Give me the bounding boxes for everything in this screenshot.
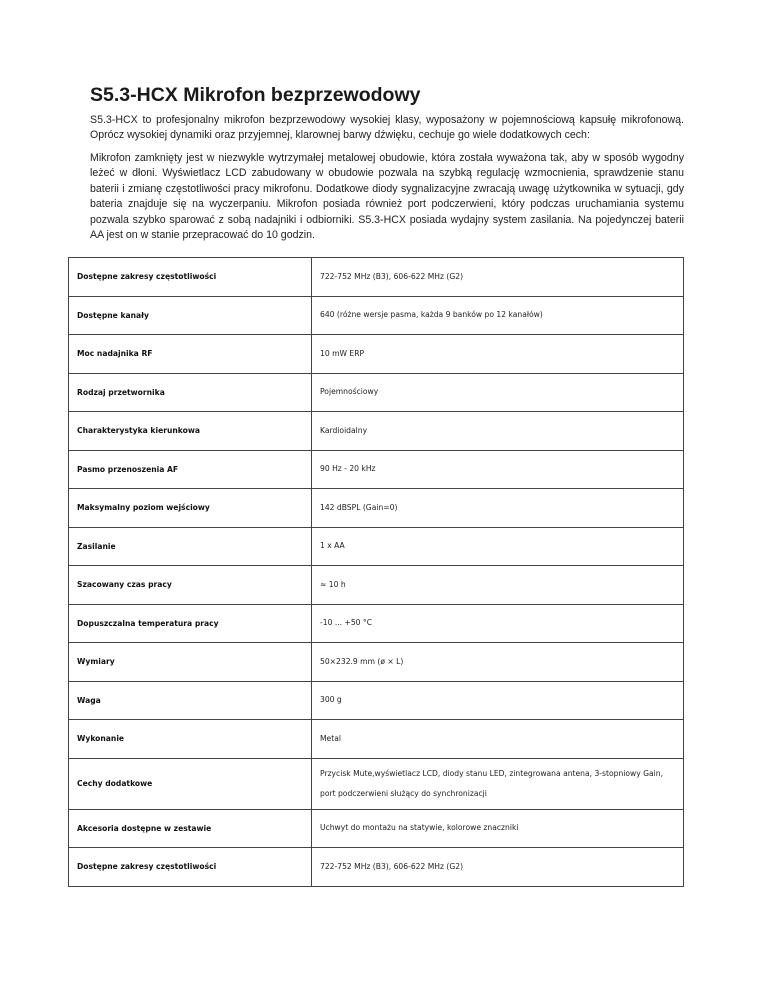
table-row [69,809,684,848]
spec-value: 722-752 MHz (B3), 606-622 MHz (G2) [312,848,684,887]
spec-value: 300 g [312,681,684,720]
table-row [69,566,684,605]
spec-value: Kardioidalny [312,412,684,451]
spec-value: 50×232.9 mm (ø × L) [312,643,684,682]
spec-label: Rodzaj przetwornika [69,373,312,412]
spec-label: Dostępne zakresy częstotliwości [69,848,312,887]
table-row [69,527,684,566]
table-row [69,450,684,489]
spec-label: Pasmo przenoszenia AF [69,450,312,489]
document-title: S5.3-HCX Mikrofon bezprzewodowy [90,84,421,106]
table-row [69,258,684,297]
spec-value: 10 mW ERP [312,335,684,374]
spec-value: ≈ 10 h [312,566,684,605]
intro-paragraph: S5.3-HCX to profesjonalny mikrofon bezprzewodowy wysokiej klasy, wyposażony w pojemnościową kapsułę mikrofonową. Oprócz wysokiej dynamiki oraz przyjemnej, klarownej barwy dźwięku, cechuje go wiele dodatkowych cech: [90,114,684,142]
spec-value: -10 ... +50 °C [312,604,684,643]
table-row [69,848,684,887]
table-row [69,296,684,335]
table-row [69,681,684,720]
spec-label: Wykonanie [69,720,312,759]
spec-label: Dostępne zakresy częstotliwości [69,258,312,297]
spec-label: Szacowany czas pracy [69,566,312,605]
spec-label: Waga [69,681,312,720]
table-row [69,489,684,528]
spec-label: Maksymalny poziom wejściowy [69,489,312,528]
table-row [69,604,684,643]
spec-value: 722-752 MHz (B3), 606-622 MHz (G2) [312,258,684,297]
spec-value: 142 dBSPL (Gain=0) [312,489,684,528]
spec-label: Moc nadajnika RF [69,335,312,374]
spec-label: Dopuszczalna temperatura pracy [69,604,312,643]
spec-value: Pojemnościowy [312,373,684,412]
table-row [69,643,684,682]
spec-value: 640 (różne wersje pasma, każda 9 banków po 12 kanałów) [312,296,684,335]
spec-value: 90 Hz - 20 kHz [312,450,684,489]
table-row [69,412,684,451]
spec-label: Cechy dodatkowe [69,758,312,809]
description-paragraph: Mikrofon zamknięty jest w niezwykle wytrzymałej metalowej obudowie, która została wyważona tak, aby w sposób wygodny leżeć w dłoni. Wyświetlacz LCD zabudowany w obudowie pozwala na szybką regulację wzmocnienia, sprawdzenie stanu baterii i zmianę częstotliwości pracy mikrofonu. Dodatkowe diody sygnalizacyjne zwracają uwagę użytkownika w sytuacji, gdy bateria znajduje się na wyczerpaniu. Mikrofon posiada również port podczerwieni, który podczas uruchamiania systemu pozwala szybko sparować z sobą nadajniki i odbiorniki. S5.3-HCX posiada wydajny system zasilania. Na pojedynczej baterii AA jest on w stanie przepracować do 10 godzin. [90,152,684,242]
spec-label: Dostępne kanały [69,296,312,335]
table-row [69,758,684,809]
spec-value: 1 x AA [312,527,684,566]
spec-label: Akcesoria dostępne w zestawie [69,809,312,848]
table-row [69,335,684,374]
spec-value: Przycisk Mute,wyświetlacz LCD, diody stanu LED, zintegrowana antena, 3-stopniowy Gain, port podczerwieni służący do synchronizacji [312,758,684,809]
table-row [69,373,684,412]
table-row [69,720,684,759]
spec-label: Charakterystyka kierunkowa [69,412,312,451]
spec-value: Metal [312,720,684,759]
spec-label: Wymiary [69,643,312,682]
spec-label: Zasilanie [69,527,312,566]
specifications-table [68,257,684,887]
spec-value: Uchwyt do montażu na statywie, kolorowe znaczniki [312,809,684,848]
